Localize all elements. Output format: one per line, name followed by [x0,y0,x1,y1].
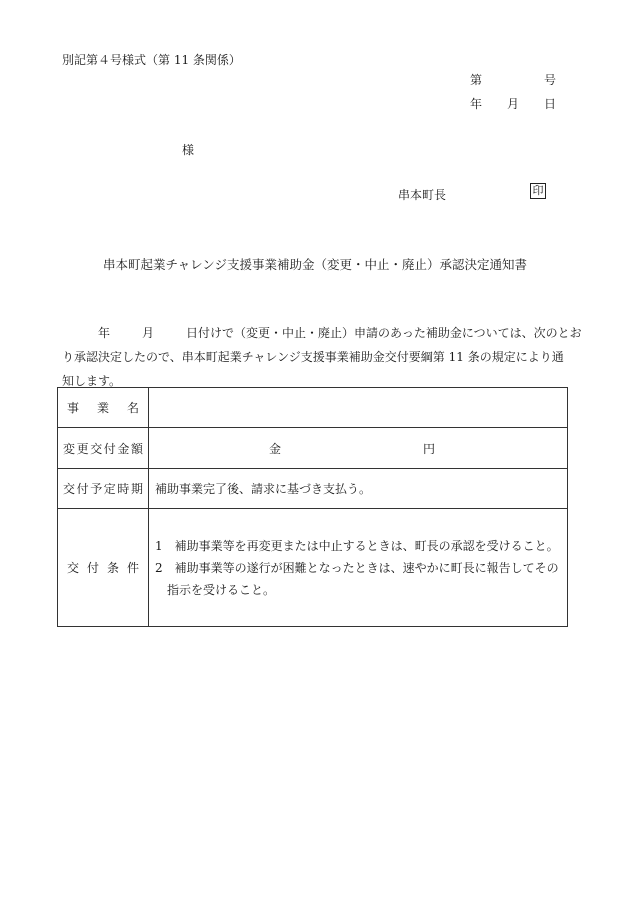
table-row-schedule [58,469,568,509]
amount-label: 変 更 交 付 金 額 [58,428,149,469]
body-line-3: 知します。 [62,374,122,388]
table-row-amount [58,428,568,469]
number-suffix: 号 [543,73,556,87]
project-name-value [149,388,568,428]
body-month: 月 [142,326,155,340]
schedule-value: 補助事業完了後、請求に基づき支払う。 [149,469,568,509]
body-line-1: 年 月 日付けで（変更・中止・廃止）申請のあった補助金については、次のとお [98,326,582,340]
document-number [470,71,556,88]
date-month: 月 [506,97,519,111]
notice-body [62,321,582,393]
conditions-value [149,509,568,627]
amount-unit: 円 [423,441,436,456]
date-day: 日 [543,97,556,111]
condition-2: 2 補助事業等の遂行が困難となったときは、速やかに町長に報告してその [155,560,559,575]
number-prefix: 第 [470,73,483,87]
seal-mark: 印 [530,183,546,199]
issuer-name: 串本町長 [398,188,447,202]
body-line-2: り承認決定したので、串本町起業チャレンジ支援事業補助金交付要綱第 11 条の規定により通 [62,350,564,364]
amount-value [149,428,568,469]
schedule-label: 交 付 予 定 時 期 [58,469,149,509]
document-title: 串本町起業チャレンジ支援事業補助金（変更・中止・廃止）承認決定通知書 [102,257,527,272]
form-number-label: 別記第４号様式（第 11 条関係） [62,53,241,67]
condition-2-continued: 指示を受けること。 [167,582,276,597]
project-name-label: 事 業 名 [58,388,149,428]
body-year: 年 [98,326,111,340]
condition-1: 1 補助事業等を再変更または中止するときは、町長の承認を受けること。 [155,538,559,553]
table-row-conditions [58,509,568,627]
addressee-honorific: 様 [182,143,195,157]
table-row-project [58,388,568,428]
grant-info-table [57,387,568,627]
amount-prefix: 金 [269,441,282,456]
issue-date [470,95,556,112]
conditions-label: 交 付 条 件 [58,509,149,627]
date-year: 年 [470,97,483,111]
